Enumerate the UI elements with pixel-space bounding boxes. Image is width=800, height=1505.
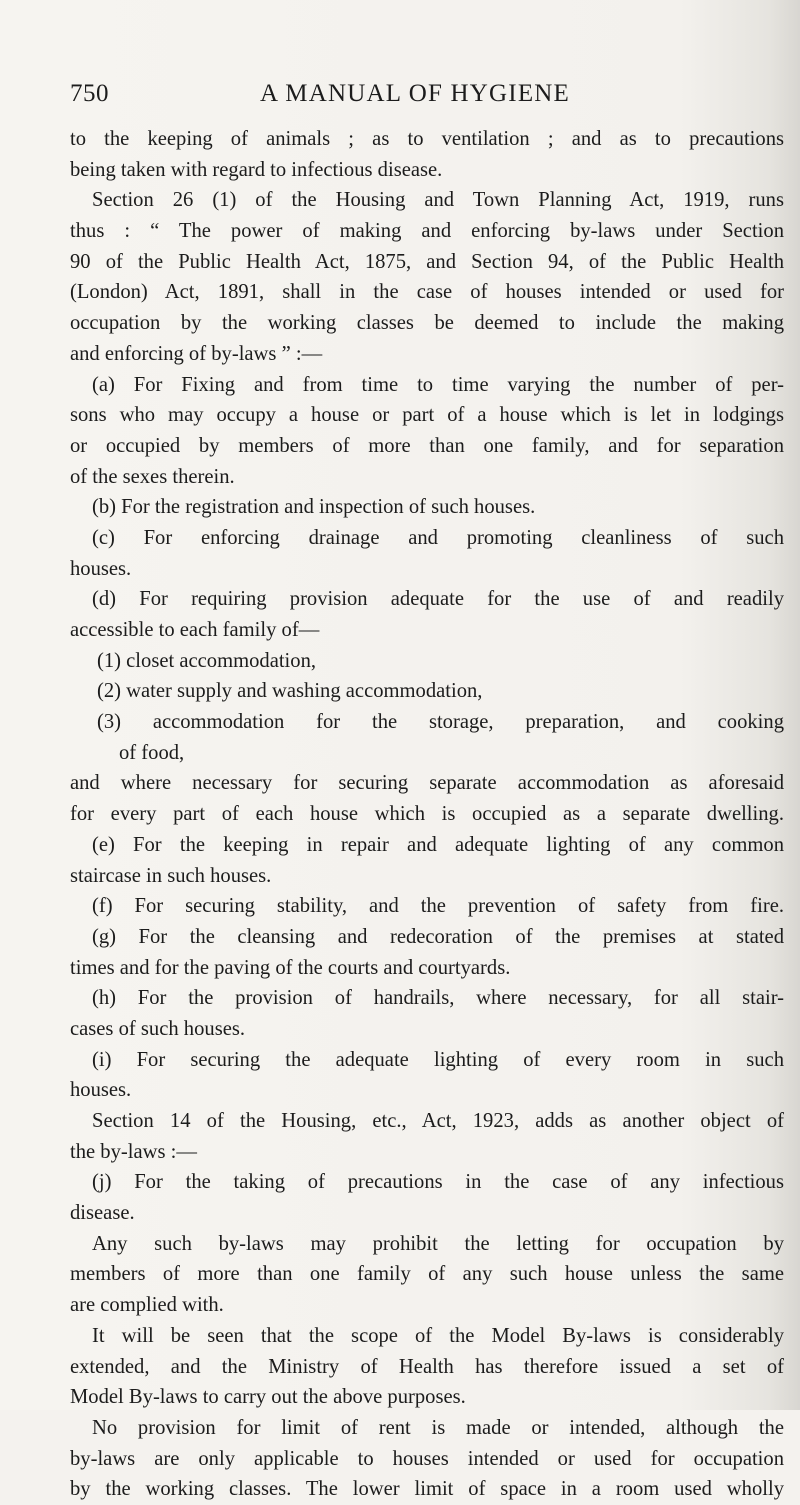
text-line: (f) For securing stability, and the prevention of safety from fire. xyxy=(92,895,784,918)
text-line: (a) For Fixing and from time to time varying the number of per- xyxy=(92,373,784,396)
text-line: by-laws are only applicable to houses intended or used for occupation xyxy=(70,1447,784,1470)
text-line: (1) closet accommodation, xyxy=(97,649,317,672)
page-header xyxy=(70,80,760,120)
text-line: by the working classes. The lower limit of space in a room used wholly xyxy=(70,1478,784,1501)
text-line: accessible to each family of— xyxy=(70,619,320,641)
text-line: houses. xyxy=(70,1079,132,1102)
text-line: Section 14 of the Housing, etc., Act, 1923, adds as another object of xyxy=(92,1110,784,1132)
body-text xyxy=(70,124,784,1505)
text-line: occupation by the working classes be deemed to include the making xyxy=(70,312,784,335)
text-line: Section 26 (1) of the Housing and Town Planning Act, 1919, runs xyxy=(92,189,784,212)
text-line: (c) For enforcing drainage and promoting cleanliness of such xyxy=(92,526,784,549)
text-line: (b) For the registration and inspection of such houses. xyxy=(92,496,536,519)
text-line: and where necessary for securing separate accommodation as aforesaid xyxy=(70,772,784,795)
text-line: It will be seen that the scope of the Model By-laws is considerably xyxy=(92,1324,784,1347)
text-line: (London) Act, 1891, shall in the case of houses intended or used for xyxy=(70,281,784,304)
text-line: for every part of each house which is occupied as a separate dwelling. xyxy=(70,803,784,826)
text-line: (i) For securing the adequate lighting of every room in such xyxy=(92,1048,784,1071)
text-line: disease. xyxy=(70,1202,135,1225)
text-line: are complied with. xyxy=(70,1294,224,1317)
text-line: (2) water supply and washing accommodation, xyxy=(97,680,483,703)
text-line: (j) For the taking of precautions in the case of any infectious xyxy=(92,1171,784,1194)
text-line: or occupied by members of more than one family, and for separation xyxy=(70,434,784,457)
page-number: 750 xyxy=(70,80,109,107)
text-line: thus : “ The power of making and enforcing by-laws under Section xyxy=(70,220,784,243)
text-line: No provision for limit of rent is made or intended, although the xyxy=(92,1416,784,1439)
text-line: the by-laws :— xyxy=(70,1140,197,1163)
text-line: of food, xyxy=(119,741,185,764)
text-line: (d) For requiring provision adequate for the use of and readily xyxy=(92,588,784,611)
text-line: and enforcing of by-laws ” :— xyxy=(70,342,323,365)
text-line: (3) accommodation for the storage, preparation, and cooking xyxy=(97,711,784,734)
text-line: of the sexes therein. xyxy=(70,465,235,488)
text-line: being taken with regard to infectious disease. xyxy=(70,158,443,181)
text-line: Any such by-laws may prohibit the letting for occupation by xyxy=(92,1232,784,1255)
text-line: (h) For the provision of handrails, where necessary, for all stair- xyxy=(92,987,784,1010)
text-line: times and for the paving of the courts and courtyards. xyxy=(70,956,511,979)
text-line: extended, and the Ministry of Health has therefore issued a set of xyxy=(70,1355,784,1378)
text-line: staircase in such houses. xyxy=(70,864,272,887)
text-line: houses. xyxy=(70,557,132,580)
running-title: A MANUAL OF HYGIENE xyxy=(259,80,571,107)
text-line: 90 of the Public Health Act, 1875, and Section 94, of the Public Health xyxy=(70,250,784,273)
text-line: (g) For the cleansing and redecoration of the premises at stated xyxy=(92,925,784,948)
text-line: members of more than one family of any such house unless the same xyxy=(70,1263,784,1286)
text-line: cases of such houses. xyxy=(70,1017,246,1040)
text-line: Model By-laws to carry out the above purposes. xyxy=(70,1386,466,1409)
text-line: sons who may occupy a house or part of a house which is let in lodgings xyxy=(70,404,784,427)
text-line: to the keeping of animals ; as to ventilation ; and as to precautions xyxy=(70,128,784,150)
text-line: (e) For the keeping in repair and adequate lighting of any common xyxy=(92,833,784,856)
